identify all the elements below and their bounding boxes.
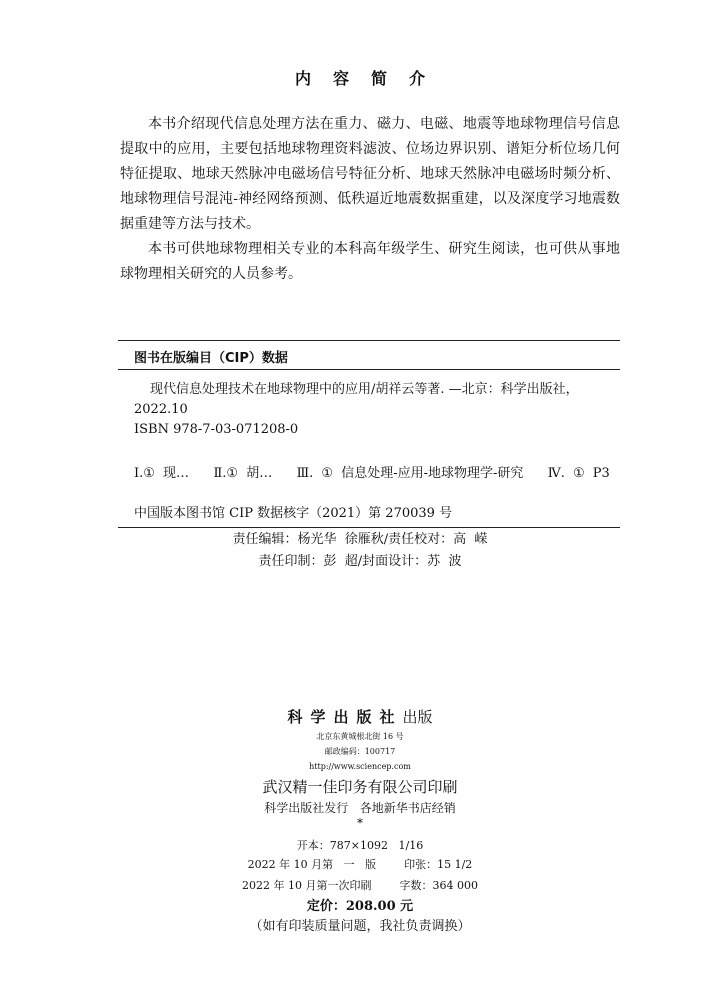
editors-line-1: 责任编辑：杨光华 徐雁秋/责任校对：高 嵘 <box>232 532 488 547</box>
price-line: 定价：208.00 元 <box>306 899 414 914</box>
format-line: 开本：787×1092 1/16 <box>296 839 424 852</box>
quality-notice: （如有印装质量问题，我社负责调换） <box>249 919 471 934</box>
cip-heading-rule <box>118 369 620 370</box>
editors-line-2: 责任印制：彭 超/封面设计：苏 波 <box>258 554 462 569</box>
publisher-line <box>0 706 720 727</box>
distribution-line: 科学出版社发行 各地新华书店经销 <box>264 801 456 815</box>
publisher-website: http://www.sciencep.com <box>309 762 411 771</box>
printer-line: 武汉精一佳印务有限公司印刷 <box>262 778 458 796</box>
cip-body <box>118 380 620 524</box>
summary-paragraph-2: 本书可供地球物理相关专业的本科高年级学生、研究生阅读，也可供从事地球物理相关研究的人员参考。 <box>120 241 620 282</box>
editors-block <box>0 529 720 573</box>
cip-top-rule <box>118 340 620 341</box>
cip-record-number: 中国版本图书馆 CIP 数据核字（2021）第 270039 号 <box>134 506 453 521</box>
cip-description: 现代信息处理技术在地球物理中的应用/胡祥云等著. —北京：科学出版社，2022.10 <box>134 382 579 417</box>
cip-block <box>118 340 620 528</box>
cip-classification: Ⅰ.① 现… Ⅱ.① 胡… Ⅲ. ① 信息处理-应用-地球物理学-研究 Ⅳ. ① P3 <box>134 466 610 481</box>
cip-bottom-rule <box>118 527 620 528</box>
publisher-name: 科学出版社 <box>287 708 403 726</box>
summary-section <box>120 112 620 287</box>
publisher-address: 北京东黄城根北街 16 号 <box>316 732 404 741</box>
cip-heading: 图书在版编目（CIP）数据 <box>134 351 288 366</box>
summary-title: 内容简介 <box>294 69 447 88</box>
publisher-suffix: 出版 <box>402 708 433 726</box>
separator-star: * <box>357 816 363 830</box>
printing-line: 2022 年 10 月第一次印刷 字数：364 000 <box>242 879 478 892</box>
summary-paragraph-1: 本书介绍现代信息处理方法在重力、磁力、电磁、地震等地球物理信号信息提取中的应用，主要包括地球物理资料滤波、位场边界识别、谱矩分析位场几何特征提取、地球天然脉冲电磁场信号特征分析、地球天然脉冲电磁场时频分析、地球物理信号混沌-神经网络预测、低秩逼近地震数据重建，以及深度学习地震数据重建等方法与技术。 <box>120 116 620 232</box>
edition-line: 2022 年 10 月第 一 版 印张：15 1/2 <box>247 858 473 871</box>
publisher-postcode: 邮政编码：100717 <box>324 747 396 756</box>
cip-isbn: ISBN 978-7-03-071208-0 <box>134 422 299 437</box>
